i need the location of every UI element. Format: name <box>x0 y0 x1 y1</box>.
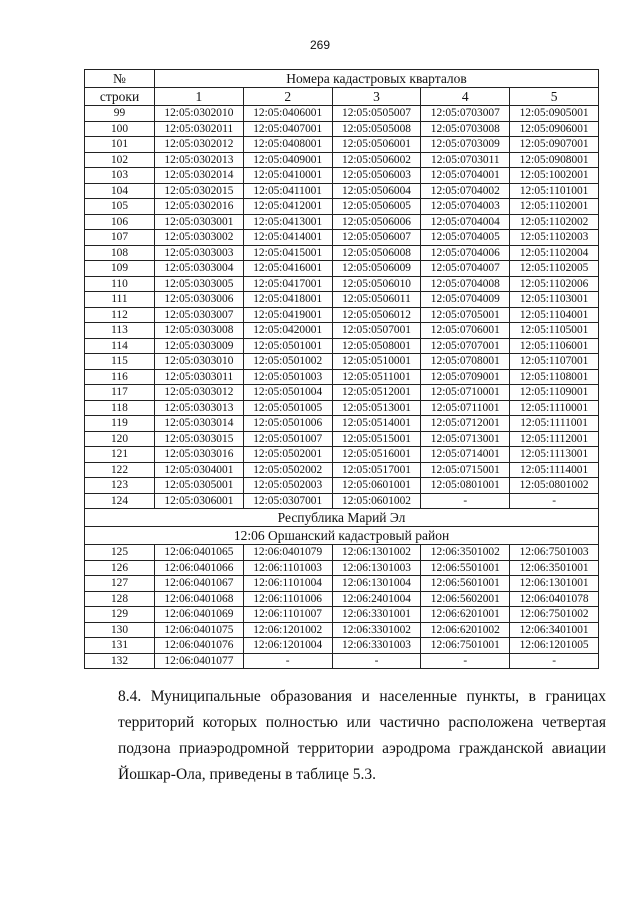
page-number: 269 <box>309 38 331 52</box>
cadastral-number-cell: 12:05:0408001 <box>243 137 332 153</box>
cadastral-number-cell: 12:06:3301002 <box>332 622 421 638</box>
cadastral-number-cell: 12:05:0714001 <box>421 447 510 463</box>
table-row <box>85 307 599 323</box>
cadastral-number-cell: 12:05:0507001 <box>332 323 421 339</box>
row-number-cell: 116 <box>85 369 155 385</box>
cadastral-number-cell: 12:06:5601001 <box>421 576 510 592</box>
row-number-cell: 111 <box>85 292 155 308</box>
cadastral-number-cell: 12:05:0708001 <box>421 354 510 370</box>
cadastral-number-cell: 12:05:0303002 <box>155 230 244 246</box>
cadastral-number-cell: 12:05:1104001 <box>510 307 599 323</box>
cadastral-number-cell: 12:05:1101001 <box>510 183 599 199</box>
cadastral-number-cell: 12:05:0501001 <box>243 338 332 354</box>
table-row <box>85 400 599 416</box>
header-number-bottom: строки <box>85 88 155 106</box>
cadastral-number-cell: 12:05:0407001 <box>243 121 332 137</box>
cadastral-number-cell: - <box>421 493 510 509</box>
cadastral-number-cell: 12:05:0801001 <box>421 478 510 494</box>
cadastral-number-cell: 12:05:0506001 <box>332 137 421 153</box>
cadastral-number-cell: 12:05:0704008 <box>421 276 510 292</box>
row-number-cell: 124 <box>85 493 155 509</box>
table-row <box>85 214 599 230</box>
row-number-cell: 129 <box>85 607 155 623</box>
cadastral-number-cell: 12:05:1103001 <box>510 292 599 308</box>
cadastral-number-cell: 12:06:3301001 <box>332 607 421 623</box>
cadastral-number-cell: 12:05:0502002 <box>243 462 332 478</box>
column-header-1: 1 <box>155 88 244 106</box>
table-row <box>85 106 599 122</box>
row-number-cell: 123 <box>85 478 155 494</box>
row-number-cell: 106 <box>85 214 155 230</box>
cadastral-number-cell: - <box>332 653 421 669</box>
cadastral-number-cell: 12:05:0415001 <box>243 245 332 261</box>
cadastral-number-cell: 12:05:0306001 <box>155 493 244 509</box>
cadastral-number-cell: 12:05:0420001 <box>243 323 332 339</box>
cadastral-number-cell: 12:05:0303010 <box>155 354 244 370</box>
cadastral-number-cell: 12:05:0715001 <box>421 462 510 478</box>
cadastral-number-cell: 12:05:0501005 <box>243 400 332 416</box>
cadastral-number-cell: 12:06:0401079 <box>243 545 332 561</box>
cadastral-number-cell: 12:05:1108001 <box>510 369 599 385</box>
cadastral-number-cell: 12:05:1111001 <box>510 416 599 432</box>
cadastral-number-cell: 12:05:0907001 <box>510 137 599 153</box>
cadastral-number-cell: 12:05:0303013 <box>155 400 244 416</box>
table-row <box>85 183 599 199</box>
row-number-cell: 120 <box>85 431 155 447</box>
cadastral-number-cell: 12:05:0303014 <box>155 416 244 432</box>
cadastral-number-cell: 12:05:0419001 <box>243 307 332 323</box>
cadastral-number-cell: 12:05:0601001 <box>332 478 421 494</box>
cadastral-number-cell: 12:05:0514001 <box>332 416 421 432</box>
cadastral-number-cell: 12:06:1101006 <box>243 591 332 607</box>
table-row <box>85 199 599 215</box>
table-row <box>85 121 599 137</box>
cadastral-number-cell: 12:05:0706001 <box>421 323 510 339</box>
row-number-cell: 107 <box>85 230 155 246</box>
cadastral-number-cell: 12:05:1102005 <box>510 261 599 277</box>
cadastral-number-cell: - <box>243 653 332 669</box>
cadastral-number-cell: 12:05:0303008 <box>155 323 244 339</box>
section-district: 12:06 Оршанский кадастровый район <box>85 527 599 545</box>
cadastral-number-cell: 12:05:0410001 <box>243 168 332 184</box>
cadastral-number-cell: 12:05:0704007 <box>421 261 510 277</box>
table-row <box>85 591 599 607</box>
cadastral-number-cell: 12:06:0401067 <box>155 576 244 592</box>
section-republic: Республика Марий Эл <box>85 509 599 527</box>
cadastral-number-cell: 12:05:0703009 <box>421 137 510 153</box>
row-number-cell: 113 <box>85 323 155 339</box>
table-row <box>85 545 599 561</box>
row-number-cell: 126 <box>85 560 155 576</box>
section-republic-row <box>85 509 599 527</box>
row-number-cell: 112 <box>85 307 155 323</box>
cadastral-number-cell: 12:06:1301003 <box>332 560 421 576</box>
cadastral-number-cell: 12:06:0401066 <box>155 560 244 576</box>
table-row <box>85 576 599 592</box>
cadastral-number-cell: 12:05:0513001 <box>332 400 421 416</box>
cadastral-number-cell: 12:05:0303005 <box>155 276 244 292</box>
row-number-cell: 132 <box>85 653 155 669</box>
cadastral-number-cell: 12:05:0302010 <box>155 106 244 122</box>
cadastral-number-cell: 12:05:0506002 <box>332 152 421 168</box>
table-row <box>85 416 599 432</box>
cadastral-number-cell: 12:05:0302015 <box>155 183 244 199</box>
cadastral-number-cell: 12:05:0704006 <box>421 245 510 261</box>
cadastral-number-cell: 12:05:0409001 <box>243 152 332 168</box>
row-number-cell: 128 <box>85 591 155 607</box>
cadastral-number-cell: - <box>510 493 599 509</box>
column-header-3: 3 <box>332 88 421 106</box>
cadastral-number-cell: 12:06:5501001 <box>421 560 510 576</box>
cadastral-number-cell: 12:05:0707001 <box>421 338 510 354</box>
cadastral-number-cell: 12:05:0703011 <box>421 152 510 168</box>
table-row <box>85 493 599 509</box>
table-row <box>85 478 599 494</box>
cadastral-number-cell: 12:05:0303001 <box>155 214 244 230</box>
cadastral-number-cell: 12:05:0302013 <box>155 152 244 168</box>
cadastral-number-cell: 12:05:0908001 <box>510 152 599 168</box>
cadastral-number-cell: 12:05:0515001 <box>332 431 421 447</box>
cadastral-number-cell: 12:06:3501001 <box>510 560 599 576</box>
cadastral-number-cell: 12:05:0713001 <box>421 431 510 447</box>
table-row <box>85 168 599 184</box>
cadastral-number-cell: 12:05:0505007 <box>332 106 421 122</box>
cadastral-number-cell: 12:06:2401004 <box>332 591 421 607</box>
cadastral-number-cell: 12:05:0502003 <box>243 478 332 494</box>
cadastral-number-cell: 12:05:0712001 <box>421 416 510 432</box>
cadastral-number-cell: 12:05:0508001 <box>332 338 421 354</box>
row-number-cell: 119 <box>85 416 155 432</box>
cadastral-number-cell: 12:05:0704005 <box>421 230 510 246</box>
cadastral-number-cell: 12:05:0704009 <box>421 292 510 308</box>
cadastral-number-cell: 12:05:0411001 <box>243 183 332 199</box>
table-body <box>85 70 599 669</box>
cadastral-number-cell: 12:05:0506009 <box>332 261 421 277</box>
cadastral-number-cell: 12:06:6201002 <box>421 622 510 638</box>
column-header-5: 5 <box>510 88 599 106</box>
cadastral-number-cell: 12:06:0401076 <box>155 638 244 654</box>
cadastral-number-cell: 12:05:1102002 <box>510 214 599 230</box>
row-number-cell: 110 <box>85 276 155 292</box>
table-row <box>85 137 599 153</box>
cadastral-number-cell: 12:05:0704004 <box>421 214 510 230</box>
cadastral-number-cell: 12:05:0501007 <box>243 431 332 447</box>
cadastral-number-cell: 12:05:0506007 <box>332 230 421 246</box>
cadastral-number-cell: 12:05:0303012 <box>155 385 244 401</box>
cadastral-number-cell: 12:05:0303003 <box>155 245 244 261</box>
row-number-cell: 109 <box>85 261 155 277</box>
cadastral-number-cell: 12:05:0506010 <box>332 276 421 292</box>
cadastral-number-cell: 12:05:0511001 <box>332 369 421 385</box>
cadastral-number-cell: 12:06:5602001 <box>421 591 510 607</box>
cadastral-number-cell: 12:05:0412001 <box>243 199 332 215</box>
row-number-cell: 108 <box>85 245 155 261</box>
cadastral-number-cell: 12:05:0506008 <box>332 245 421 261</box>
cadastral-number-cell: 12:05:0510001 <box>332 354 421 370</box>
cadastral-number-cell: 12:05:0711001 <box>421 400 510 416</box>
row-number-cell: 115 <box>85 354 155 370</box>
cadastral-number-cell: 12:05:0506003 <box>332 168 421 184</box>
header-number-top: № <box>85 70 155 88</box>
table-row <box>85 276 599 292</box>
cadastral-number-cell: 12:06:3301003 <box>332 638 421 654</box>
table-row <box>85 462 599 478</box>
table-row <box>85 431 599 447</box>
cadastral-number-cell: 12:06:0401069 <box>155 607 244 623</box>
cadastral-number-cell: 12:06:0401068 <box>155 591 244 607</box>
cadastral-number-cell: 12:05:0710001 <box>421 385 510 401</box>
column-header-2: 2 <box>243 88 332 106</box>
table-row <box>85 230 599 246</box>
cadastral-number-cell: 12:05:1109001 <box>510 385 599 401</box>
cadastral-number-cell: 12:05:0414001 <box>243 230 332 246</box>
cadastral-number-cell: 12:06:3501002 <box>421 545 510 561</box>
cadastral-number-cell: 12:06:1201005 <box>510 638 599 654</box>
cadastral-number-cell: 12:05:0801002 <box>510 478 599 494</box>
cadastral-number-cell: 12:05:0416001 <box>243 261 332 277</box>
cadastral-number-cell: 12:06:0401075 <box>155 622 244 638</box>
table-row <box>85 447 599 463</box>
header-cadastral-quarters: Номера кадастровых кварталов <box>155 70 599 88</box>
cadastral-number-cell: 12:05:0704003 <box>421 199 510 215</box>
cadastral-number-cell: 12:05:0302016 <box>155 199 244 215</box>
row-number-cell: 117 <box>85 385 155 401</box>
cadastral-number-cell: 12:05:0418001 <box>243 292 332 308</box>
cadastral-number-cell: 12:05:0302014 <box>155 168 244 184</box>
table-row <box>85 261 599 277</box>
row-number-cell: 127 <box>85 576 155 592</box>
cadastral-number-cell: 12:05:1110001 <box>510 400 599 416</box>
cadastral-number-cell: 12:05:0307001 <box>243 493 332 509</box>
row-number-cell: 103 <box>85 168 155 184</box>
cadastral-number-cell: 12:05:0502001 <box>243 447 332 463</box>
cadastral-number-cell: 12:05:0501003 <box>243 369 332 385</box>
cadastral-number-cell: 12:05:0304001 <box>155 462 244 478</box>
column-header-4: 4 <box>421 88 510 106</box>
table-row <box>85 369 599 385</box>
cadastral-number-cell: - <box>421 653 510 669</box>
body-paragraph: 8.4. Муниципальные образования и населенные пункты, в границах территорий которых полностью или частично расположена четвертая подзона приаэродромной территории аэродрома гражданской авиации Йошкар-Ола, приведены в таблице 5.3. <box>118 688 606 783</box>
cadastral-number-cell: 12:05:0517001 <box>332 462 421 478</box>
cadastral-number-cell: 12:05:0501002 <box>243 354 332 370</box>
cadastral-number-cell: 12:05:1105001 <box>510 323 599 339</box>
cadastral-number-cell: 12:05:0305001 <box>155 478 244 494</box>
row-number-cell: 104 <box>85 183 155 199</box>
cadastral-number-cell: - <box>510 653 599 669</box>
cadastral-number-cell: 12:05:0705001 <box>421 307 510 323</box>
cadastral-number-cell: 12:05:0417001 <box>243 276 332 292</box>
cadastral-number-cell: 12:05:0501004 <box>243 385 332 401</box>
row-number-cell: 118 <box>85 400 155 416</box>
cadastral-number-cell: 12:05:0516001 <box>332 447 421 463</box>
cadastral-number-cell: 12:05:0506011 <box>332 292 421 308</box>
cadastral-number-cell: 12:05:0506006 <box>332 214 421 230</box>
cadastral-number-cell: 12:05:0601002 <box>332 493 421 509</box>
table-row <box>85 607 599 623</box>
cadastral-number-cell: 12:05:0709001 <box>421 369 510 385</box>
cadastral-number-cell: 12:05:0303011 <box>155 369 244 385</box>
cadastral-number-cell: 12:05:0704002 <box>421 183 510 199</box>
cadastral-number-cell: 12:06:7501002 <box>510 607 599 623</box>
cadastral-number-cell: 12:05:0501006 <box>243 416 332 432</box>
cadastral-number-cell: 12:05:0505008 <box>332 121 421 137</box>
cadastral-number-cell: 12:05:1002001 <box>510 168 599 184</box>
cadastral-number-cell: 12:05:0303015 <box>155 431 244 447</box>
cadastral-number-cell: 12:05:0506004 <box>332 183 421 199</box>
cadastral-number-cell: 12:05:1113001 <box>510 447 599 463</box>
cadastral-number-cell: 12:05:0413001 <box>243 214 332 230</box>
cadastral-number-cell: 12:06:1101004 <box>243 576 332 592</box>
cadastral-number-cell: 12:05:1107001 <box>510 354 599 370</box>
row-number-cell: 125 <box>85 545 155 561</box>
cadastral-number-cell: 12:05:0303004 <box>155 261 244 277</box>
cadastral-number-cell: 12:06:1101007 <box>243 607 332 623</box>
cadastral-number-cell: 12:06:7501001 <box>421 638 510 654</box>
table-row <box>85 560 599 576</box>
cadastral-number-cell: 12:06:7501003 <box>510 545 599 561</box>
cadastral-number-cell: 12:05:0303009 <box>155 338 244 354</box>
cadastral-number-cell: 12:05:1102003 <box>510 230 599 246</box>
row-number-cell: 102 <box>85 152 155 168</box>
cadastral-number-cell: 12:05:1102004 <box>510 245 599 261</box>
table-row <box>85 323 599 339</box>
cadastral-number-cell: 12:06:0401065 <box>155 545 244 561</box>
cadastral-number-cell: 12:05:0512001 <box>332 385 421 401</box>
table-row <box>85 653 599 669</box>
cadastral-number-cell: 12:05:0506005 <box>332 199 421 215</box>
cadastral-number-cell: 12:06:1101003 <box>243 560 332 576</box>
cadastral-number-cell: 12:06:1301004 <box>332 576 421 592</box>
cadastral-number-cell: 12:05:0303007 <box>155 307 244 323</box>
row-number-cell: 122 <box>85 462 155 478</box>
table-row <box>85 338 599 354</box>
cadastral-number-cell: 12:05:1102001 <box>510 199 599 215</box>
cadastral-number-cell: 12:05:1106001 <box>510 338 599 354</box>
table-row <box>85 622 599 638</box>
cadastral-number-cell: 12:06:6201001 <box>421 607 510 623</box>
section-district-row <box>85 527 599 545</box>
cadastral-number-cell: 12:06:3401001 <box>510 622 599 638</box>
cadastral-number-cell: 12:06:0401077 <box>155 653 244 669</box>
row-number-cell: 100 <box>85 121 155 137</box>
cadastral-number-cell: 12:05:0303006 <box>155 292 244 308</box>
cadastral-number-cell: 12:05:0406001 <box>243 106 332 122</box>
cadastral-number-cell: 12:06:1301002 <box>332 545 421 561</box>
cadastral-number-cell: 12:05:0905001 <box>510 106 599 122</box>
cadastral-number-cell: 12:05:0703008 <box>421 121 510 137</box>
cadastral-number-cell: 12:06:1201002 <box>243 622 332 638</box>
table-row <box>85 292 599 308</box>
cadastral-number-cell: 12:05:0506012 <box>332 307 421 323</box>
row-number-cell: 121 <box>85 447 155 463</box>
row-number-cell: 130 <box>85 622 155 638</box>
table-row <box>85 245 599 261</box>
cadastral-number-cell: 12:05:0302012 <box>155 137 244 153</box>
cadastral-number-cell: 12:05:0303016 <box>155 447 244 463</box>
table-row <box>85 638 599 654</box>
cadastral-number-cell: 12:05:0302011 <box>155 121 244 137</box>
table-row <box>85 385 599 401</box>
table-row <box>85 152 599 168</box>
cadastral-number-cell: 12:05:0906001 <box>510 121 599 137</box>
table-row <box>85 354 599 370</box>
cadastral-number-cell: 12:05:0703007 <box>421 106 510 122</box>
cadastral-number-cell: 12:06:0401078 <box>510 591 599 607</box>
header-row-top <box>85 70 599 88</box>
row-number-cell: 105 <box>85 199 155 215</box>
row-number-cell: 101 <box>85 137 155 153</box>
cadastral-number-cell: 12:05:1102006 <box>510 276 599 292</box>
cadastral-number-cell: 12:06:1201004 <box>243 638 332 654</box>
cadastral-number-cell: 12:05:1112001 <box>510 431 599 447</box>
header-row-bottom <box>85 88 599 106</box>
row-number-cell: 114 <box>85 338 155 354</box>
cadastral-number-cell: 12:06:1301001 <box>510 576 599 592</box>
row-number-cell: 99 <box>85 106 155 122</box>
row-number-cell: 131 <box>85 638 155 654</box>
cadastral-number-cell: 12:05:0704001 <box>421 168 510 184</box>
cadastral-number-cell: 12:05:1114001 <box>510 462 599 478</box>
cadastral-quarters-table <box>84 69 599 669</box>
